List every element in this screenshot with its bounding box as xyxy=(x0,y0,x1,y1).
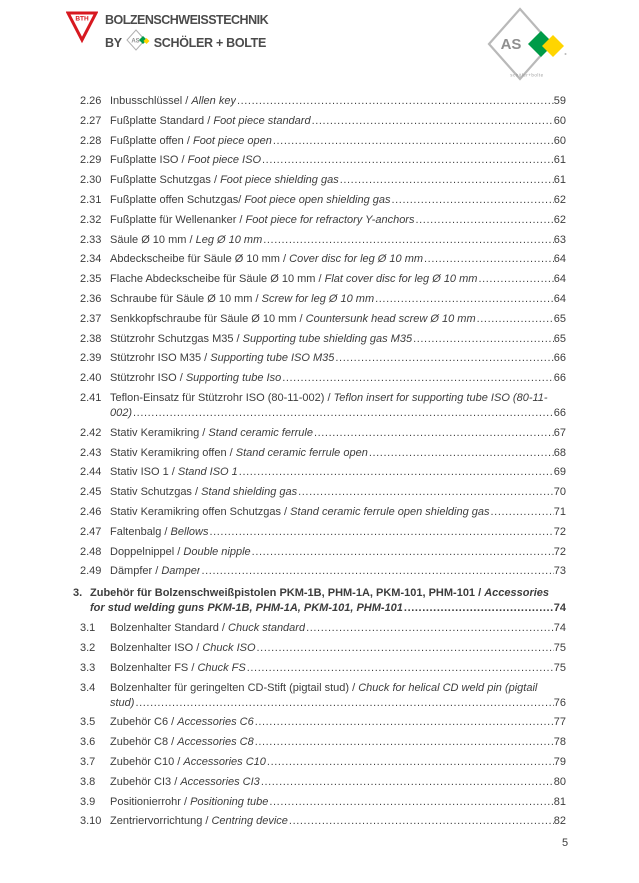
dot-leader xyxy=(238,465,554,480)
toc-entry-title: Stützrohr ISO / Supporting tube Iso xyxy=(110,372,282,385)
toc-entry xyxy=(73,465,566,480)
toc-entry-number: 2.28 xyxy=(80,134,102,147)
dot-leader xyxy=(261,153,554,168)
dot-leader xyxy=(254,735,554,750)
dot-leader xyxy=(260,775,554,790)
toc-entry-number: 3.8 xyxy=(80,775,96,788)
dot-leader xyxy=(311,114,554,129)
toc-entry-number: 2.36 xyxy=(80,292,102,305)
toc-page-number: 61 xyxy=(553,174,566,187)
dot-leader xyxy=(208,525,553,540)
toc-entry-title: Stativ Keramikring offen Schutzgas / Stand ceramic ferrule open shielding gas xyxy=(110,505,490,518)
toc-entry-title: Inbusschlüssel / Allen key xyxy=(110,95,236,107)
toc-entry-number: 2.27 xyxy=(80,114,102,127)
toc-page-number: 82 xyxy=(553,815,566,828)
toc-entry-title: for stud welding guns PKM-1B, PHM-1A, PKM-101, PHM-101 xyxy=(90,602,403,615)
toc-entry-number: 3.9 xyxy=(80,795,96,808)
toc-entry xyxy=(73,233,566,248)
toc-entry xyxy=(73,351,566,366)
toc-page-number: 67 xyxy=(553,426,566,439)
dot-leader xyxy=(305,621,554,636)
toc-entry xyxy=(73,446,566,461)
toc-entry xyxy=(73,641,566,656)
toc-entry-number: 2.34 xyxy=(80,253,102,266)
toc-entry-title: stud) xyxy=(110,696,135,709)
dot-leader xyxy=(262,233,554,248)
toc-entry xyxy=(73,681,566,711)
toc-entry-number: 2.37 xyxy=(80,312,102,325)
toc-page-number: 72 xyxy=(553,545,566,558)
as-badge xyxy=(487,6,577,89)
toc-entry xyxy=(73,153,566,168)
toc-entry-number: 3.6 xyxy=(80,736,96,749)
toc-entry xyxy=(73,755,566,770)
dot-leader xyxy=(132,406,554,421)
toc-entry-number: 2.44 xyxy=(80,466,102,479)
toc-entry-number: 2.26 xyxy=(80,95,102,107)
dot-leader xyxy=(200,564,553,579)
toc-page-number: 79 xyxy=(553,755,566,768)
toc-page-number: 60 xyxy=(553,134,566,147)
toc-entry xyxy=(73,371,566,386)
brand-by-label: BY xyxy=(105,35,122,50)
toc-entry-number: 2.48 xyxy=(80,545,102,558)
toc-entry-number: 3.5 xyxy=(80,716,96,729)
toc-entry-title: 002) xyxy=(110,406,133,419)
toc-entry xyxy=(73,795,566,810)
toc-entry-number: 2.42 xyxy=(80,426,102,439)
toc-entry-title: Zentriervorrichtung / Centring device xyxy=(110,815,288,828)
toc-page-number: 64 xyxy=(553,273,566,286)
toc-entry xyxy=(73,735,566,750)
brand-company-name: SCHÖLER + BOLTE xyxy=(153,35,267,50)
brand-title: BOLZENSCHWEISSTECHNIK xyxy=(105,13,269,27)
toc-page-number: 76 xyxy=(553,696,566,709)
dot-leader xyxy=(334,351,553,366)
dot-leader xyxy=(266,755,554,770)
toc-entry-number: 3.10 xyxy=(80,815,102,828)
toc-page-number: 74 xyxy=(553,602,566,615)
toc-entry-title: Fußplatte Schutzgas / Foot piece shielding gas xyxy=(110,174,339,187)
dot-leader xyxy=(268,795,553,810)
toc-entry xyxy=(73,193,566,208)
toc-page-number: 74 xyxy=(553,622,566,635)
dot-leader xyxy=(281,371,554,386)
toc-page-number: 80 xyxy=(553,775,566,788)
toc-entry xyxy=(73,715,566,730)
toc-entry xyxy=(73,252,566,267)
dot-leader xyxy=(272,134,554,149)
toc-page-number: 75 xyxy=(553,661,566,674)
toc-entry-number: 2.41 xyxy=(80,391,102,404)
toc-page-number: 73 xyxy=(553,565,566,578)
toc-entry-title: Stativ Keramikring offen / Stand ceramic ferrule open xyxy=(110,446,368,459)
toc-entry-title: Fußplatte Standard / Foot piece standard xyxy=(110,114,311,127)
toc-entry xyxy=(73,426,566,441)
toc-entry-title: Fußplatte für Wellenanker / Foot piece for refractory Y-anchors xyxy=(110,213,415,226)
toc-entry-title: Stützrohr ISO M35 / Supporting tube ISO M35 xyxy=(110,352,335,365)
toc-entry-number: 2.45 xyxy=(80,486,102,499)
as-mini-diamond-icon xyxy=(126,29,150,56)
toc-entry-title: Stativ ISO 1 / Stand ISO 1 xyxy=(110,466,238,479)
toc-page-number: 62 xyxy=(553,213,566,226)
bth-triangle-logo-icon xyxy=(66,10,98,49)
toc-entry-title: Zubehör CI3 / Accessories CI3 xyxy=(110,775,260,788)
toc-page-number: 69 xyxy=(553,466,566,479)
dot-leader xyxy=(403,601,554,616)
toc-entry xyxy=(73,272,566,287)
dot-leader xyxy=(256,641,554,656)
toc-entry xyxy=(73,332,566,347)
toc-page-number: 61 xyxy=(553,154,566,167)
toc-entry-title: Senkkopfschraube für Säule Ø 10 mm / Countersunk head screw Ø 10 mm xyxy=(110,312,476,325)
dot-leader xyxy=(476,312,554,327)
toc-entry-number: 3.2 xyxy=(80,641,96,654)
toc-entry-number: 3.4 xyxy=(80,681,96,694)
toc-page-number: 66 xyxy=(553,372,566,385)
toc-entry-title: Bolzenhalter ISO / Chuck ISO xyxy=(110,641,256,654)
toc-entry-number: 3.1 xyxy=(80,622,96,635)
toc-entry-title: Zubehör C8 / Accessories C8 xyxy=(110,736,254,749)
toc-entry xyxy=(73,213,566,228)
toc-entry-title: Positionierrohr / Positioning tube xyxy=(110,795,269,808)
toc-entry-number: 2.31 xyxy=(80,193,102,206)
toc-entry xyxy=(73,814,566,829)
toc-page-number: 60 xyxy=(553,114,566,127)
brand-text xyxy=(105,10,268,56)
toc-entry xyxy=(73,391,566,421)
toc-entry-number: 2.29 xyxy=(80,154,102,167)
toc-entry xyxy=(73,525,566,540)
toc-entry-title: Säule Ø 10 mm / Leg Ø 10 mm xyxy=(110,233,263,246)
dot-leader xyxy=(391,193,554,208)
toc-entry-number: 2.47 xyxy=(80,525,102,538)
toc-entry-title: Fußplatte offen Schutzgas/ Foot piece open shielding gas xyxy=(110,193,391,206)
toc-entry-title: Zubehör für Bolzenschweißpistolen PKM-1B, PHM-1A, PKM-101, PHM-101 / Accessories xyxy=(90,587,550,600)
toc-entry-title: Schraube für Säule Ø 10 mm / Screw for leg Ø 10 mm xyxy=(110,292,375,305)
toc-entry xyxy=(73,505,566,520)
toc-entry-title: Dämpfer / Damper xyxy=(110,565,201,578)
toc-entry-number: 2.39 xyxy=(80,352,102,365)
dot-leader xyxy=(477,272,553,287)
dot-leader xyxy=(236,94,554,109)
dot-leader xyxy=(490,505,554,520)
toc-entry xyxy=(73,564,566,579)
as-badge-subtext: schöler+bolte xyxy=(510,72,544,78)
toc-section-header xyxy=(73,586,566,616)
toc-entry-number: 2.30 xyxy=(80,174,102,187)
toc-page-number: 71 xyxy=(553,505,566,518)
toc-entry-title: Fußplatte offen / Foot piece open xyxy=(110,134,272,147)
toc-entry-number: 2.46 xyxy=(80,505,102,518)
toc-entry xyxy=(73,292,566,307)
toc-page-number: 81 xyxy=(553,795,566,808)
toc-page-number: 65 xyxy=(553,312,566,325)
toc-entry xyxy=(73,173,566,188)
toc-entry-title: Bolzenhalter Standard / Chuck standard xyxy=(110,622,306,635)
toc-page-number: 66 xyxy=(553,352,566,365)
toc-entry xyxy=(73,134,566,149)
toc-entry-number: 3.7 xyxy=(80,755,96,768)
toc-page-number: 66 xyxy=(553,406,566,419)
toc-page-number: 63 xyxy=(553,233,566,246)
toc-entry-title: Faltenbalg / Bellows xyxy=(110,525,209,538)
toc-page-number: 68 xyxy=(553,446,566,459)
dot-leader xyxy=(134,696,553,711)
toc-entry-title: Bolzenhalter FS / Chuck FS xyxy=(110,661,246,674)
dot-leader xyxy=(251,545,554,560)
toc-page-number: 72 xyxy=(553,525,566,538)
toc-entry-number: 2.33 xyxy=(80,233,102,246)
toc-page-number: 75 xyxy=(553,641,566,654)
toc-page-number: 65 xyxy=(553,332,566,345)
dot-leader xyxy=(414,213,553,228)
brand-subtitle xyxy=(105,29,268,56)
toc-page-number: 59 xyxy=(553,95,566,107)
toc-page-number: 77 xyxy=(553,716,566,729)
bth-triangle-label: BTH xyxy=(75,15,89,23)
toc-entry-title: Doppelnippel / Double nipple xyxy=(110,545,251,558)
dot-leader xyxy=(423,252,554,267)
toc-entry-number: 2.38 xyxy=(80,332,102,345)
toc xyxy=(73,94,566,834)
toc-entry xyxy=(73,94,566,109)
dot-leader xyxy=(288,814,554,829)
toc-entry xyxy=(73,621,566,636)
toc-entry-title: Abdeckscheibe für Säule Ø 10 mm / Cover disc for leg Ø 10 mm xyxy=(110,253,424,266)
toc-entry xyxy=(73,485,566,500)
toc-entry-title: Stativ Schutzgas / Stand shielding gas xyxy=(110,486,298,499)
toc-entry xyxy=(73,775,566,790)
toc-entry xyxy=(73,661,566,676)
toc-entry-title: Zubehör C10 / Accessories C10 xyxy=(110,755,266,768)
toc-entry-title: Flache Abdeckscheibe für Säule Ø 10 mm / Flat cover disc for leg Ø 10 mm xyxy=(110,273,478,286)
toc-entry-number: 2.40 xyxy=(80,372,102,385)
toc-entry-number: 2.49 xyxy=(80,565,102,578)
toc-page-number: 78 xyxy=(553,736,566,749)
dot-leader xyxy=(374,292,554,307)
dot-leader xyxy=(297,485,554,500)
toc-entry-title: Teflon-Einsatz für Stützrohr ISO (80-11-002) / Teflon insert for supporting tube ISO (80-11- xyxy=(110,391,548,404)
toc-entry-number: 3. xyxy=(73,587,83,600)
toc-entry-title: Stützrohr Schutzgas M35 / Supporting tube shielding gas M35 xyxy=(110,332,413,345)
toc-entry xyxy=(73,312,566,327)
toc-entry-number: 2.32 xyxy=(80,213,102,226)
as-mini-diamond-label: AS xyxy=(131,38,140,45)
dot-leader xyxy=(368,446,554,461)
toc-page-number: 70 xyxy=(553,486,566,499)
dot-leader xyxy=(412,332,554,347)
toc-entry-title: Stativ Keramikring / Stand ceramic ferrule xyxy=(110,426,313,439)
dot-leader xyxy=(254,715,554,730)
toc-entry-number: 2.35 xyxy=(80,273,102,286)
toc-page-number: 64 xyxy=(553,253,566,266)
toc-entry-number: 3.3 xyxy=(80,661,96,674)
dot-leader xyxy=(246,661,554,676)
toc-entry-title: Fußplatte ISO / Foot piece ISO xyxy=(110,154,262,167)
toc-page-number: 64 xyxy=(553,292,566,305)
toc-entry xyxy=(73,114,566,129)
toc-entry-number: 2.43 xyxy=(80,446,102,459)
toc-entry xyxy=(73,545,566,560)
toc-entry-title: Zubehör C6 / Accessories C6 xyxy=(110,716,254,729)
dot-leader xyxy=(313,426,554,441)
toc-page-number: 62 xyxy=(553,193,566,206)
as-badge-label: AS xyxy=(500,36,522,53)
toc-entry-title: Bolzenhalter für geringelten CD-Stift (pigtail stud) / Chuck for helical CD weld pin (pigtail xyxy=(110,681,538,694)
page-number: 5 xyxy=(562,837,569,849)
brand-logo xyxy=(66,10,268,56)
dot-leader xyxy=(339,173,554,188)
